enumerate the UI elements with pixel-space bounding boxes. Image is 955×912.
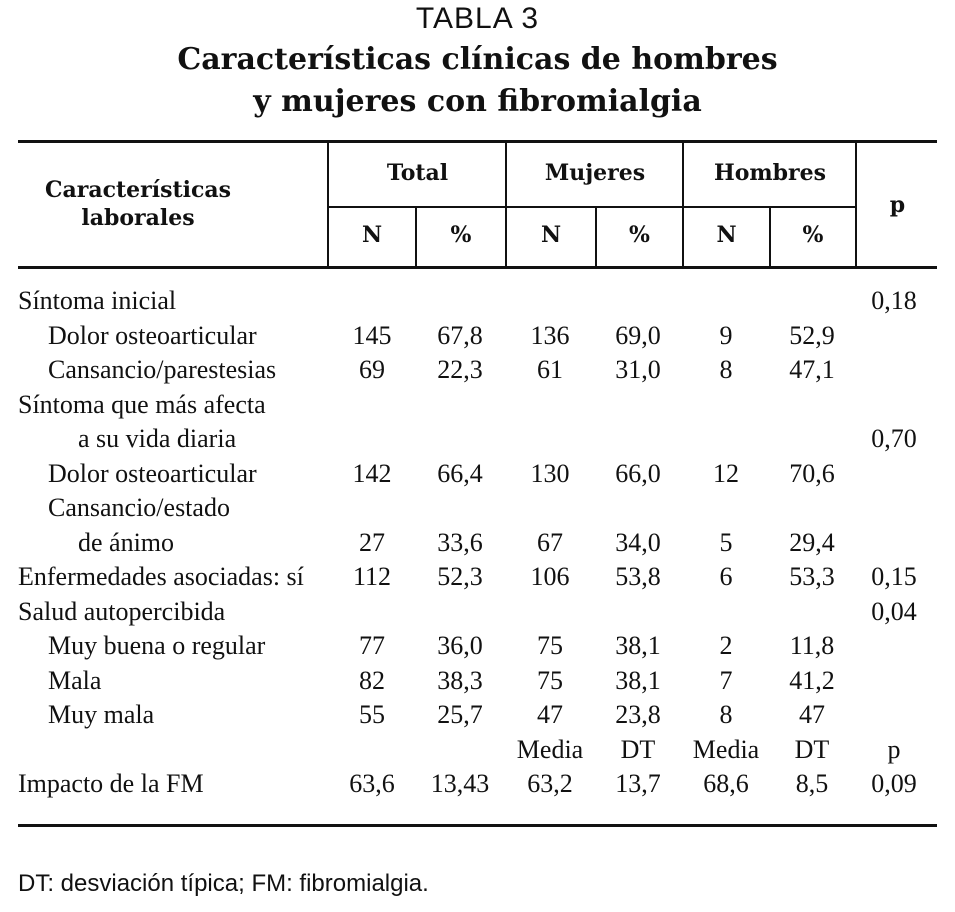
table-row — [0, 767, 955, 801]
row-label: Dolor osteoarticular — [48, 320, 257, 350]
row-value: 2 — [719, 631, 733, 660]
subheader-mujeres-n: N — [540, 222, 562, 248]
header-bottom-rule — [18, 266, 937, 269]
header-divider — [327, 142, 329, 267]
row-value: 63,2 — [527, 769, 573, 798]
column-header-p: p — [889, 192, 906, 218]
row-p-value: 0,15 — [871, 562, 917, 591]
row-value: 61 — [537, 355, 563, 384]
row-value: 69 — [359, 355, 385, 384]
row-value: 75 — [537, 665, 563, 695]
table-row — [0, 629, 955, 663]
row-value: 31,0 — [615, 355, 661, 384]
row-value: 75 — [537, 631, 563, 660]
row-value: 52,9 — [789, 320, 835, 350]
row-value: 38,3 — [437, 665, 483, 695]
table-row — [0, 284, 955, 318]
row-value: DT — [794, 734, 830, 764]
row-value: 136 — [530, 320, 570, 350]
row-value: Media — [692, 734, 760, 764]
row-p-value: 0,18 — [871, 286, 917, 315]
row-label: Impacto de la FM — [18, 769, 204, 798]
table-row — [0, 457, 955, 491]
table-row — [0, 319, 955, 353]
row-value: 33,6 — [437, 527, 483, 557]
row-value: 11,8 — [789, 631, 835, 660]
table-row — [0, 491, 955, 525]
row-label: Síntoma que más afecta — [18, 389, 266, 419]
row-value: Media — [516, 734, 584, 764]
table-title-line-2: y mujeres con fibromialgia — [253, 84, 702, 119]
table-footnote: DT: desviación típica; FM: fibromialgia. — [18, 870, 429, 897]
table-row — [0, 422, 955, 456]
row-label: Cansancio/parestesias — [48, 355, 277, 384]
bottom-rule — [18, 824, 937, 827]
row-value: 8 — [719, 355, 733, 384]
row-value: 69,0 — [615, 320, 661, 350]
row-value: 41,2 — [789, 665, 835, 695]
group-header-rule — [328, 206, 856, 208]
row-value: 77 — [359, 631, 385, 660]
row-value: 53,3 — [789, 562, 835, 591]
row-value: 67,8 — [437, 320, 483, 350]
row-value: 63,6 — [349, 769, 395, 798]
row-label: Salud autopercibida — [18, 596, 226, 626]
column-header-hombres: Hombres — [713, 160, 827, 186]
row-value: 68,6 — [703, 769, 749, 798]
row-label: a su vida diaria — [78, 424, 237, 453]
row-label: Cansancio/estado — [48, 493, 230, 522]
row-value: 82 — [359, 665, 385, 695]
row-p-value: 0,09 — [871, 769, 917, 798]
top-rule — [18, 140, 937, 143]
row-value: 47,1 — [789, 355, 835, 384]
row-value: 67 — [537, 527, 563, 557]
row-label: de ánimo — [78, 527, 175, 557]
table-row — [0, 664, 955, 698]
table-row — [0, 733, 955, 767]
header-divider — [682, 142, 684, 267]
table-row — [0, 560, 955, 594]
row-value: 38,1 — [615, 631, 661, 660]
row-value: 34,0 — [615, 527, 661, 557]
row-value: 29,4 — [789, 527, 835, 557]
row-p-value: 0,70 — [871, 424, 917, 453]
row-p-value: 0,04 — [871, 596, 917, 626]
row-value: 25,7 — [437, 700, 483, 729]
row-value: 13,7 — [615, 769, 661, 798]
row-label: Enfermedades asociadas: sí — [18, 562, 304, 591]
subheader-mujeres-pct: % — [629, 222, 650, 248]
row-value: 27 — [359, 527, 385, 557]
row-label: Síntoma inicial — [18, 286, 177, 315]
row-value: 142 — [352, 458, 392, 488]
row-value: 23,8 — [615, 700, 661, 729]
column-header-label-line-2: laborales — [81, 205, 195, 231]
row-value: 36,0 — [437, 631, 483, 660]
row-value: 9 — [719, 320, 733, 350]
row-label: Muy mala — [48, 700, 155, 729]
row-value: 112 — [352, 562, 392, 591]
row-label: Dolor osteoarticular — [48, 458, 257, 488]
row-value: 53,8 — [615, 562, 661, 591]
table-title-line-1: Características clínicas de hombres — [177, 42, 778, 77]
row-value: 47 — [537, 700, 563, 729]
subheader-hombres-pct: % — [802, 222, 824, 248]
column-header-label-line-1: Características — [44, 177, 232, 203]
row-label: Mala — [48, 665, 102, 695]
table-row — [0, 698, 955, 732]
subheader-total-pct: % — [450, 222, 472, 248]
header-divider — [505, 142, 507, 267]
row-value: 22,3 — [437, 355, 483, 384]
column-header-label — [18, 176, 258, 232]
table-number: TABLA 3 — [415, 2, 540, 35]
row-value: 8,5 — [795, 769, 829, 798]
subheader-total-n: N — [361, 222, 383, 248]
row-value: 6 — [719, 562, 733, 591]
row-value: DT — [620, 734, 656, 764]
row-value: 47 — [799, 700, 825, 729]
row-value: 38,1 — [615, 665, 661, 695]
row-value: 130 — [530, 458, 570, 488]
table-row — [0, 353, 955, 387]
row-value: 52,3 — [437, 562, 483, 591]
row-value: 8 — [719, 700, 733, 729]
row-value: 66,0 — [615, 458, 661, 488]
row-value: 55 — [359, 700, 385, 729]
row-value: 12 — [713, 458, 739, 488]
row-value: 66,4 — [437, 458, 483, 488]
subheader-hombres-n: N — [716, 222, 737, 248]
row-value: 7 — [719, 665, 733, 695]
row-p-value: p — [887, 734, 901, 764]
table-row — [0, 388, 955, 422]
row-value: 5 — [719, 527, 733, 557]
column-header-mujeres: Mujeres — [544, 160, 646, 186]
row-value: 70,6 — [789, 458, 835, 488]
column-header-total: Total — [386, 160, 449, 186]
table-row — [0, 595, 955, 629]
row-value: 13,43 — [430, 769, 490, 798]
header-divider — [855, 142, 857, 267]
row-label: Muy buena o regular — [48, 631, 266, 660]
row-value: 106 — [530, 562, 570, 591]
row-value: 145 — [352, 320, 392, 350]
table-row — [0, 526, 955, 560]
